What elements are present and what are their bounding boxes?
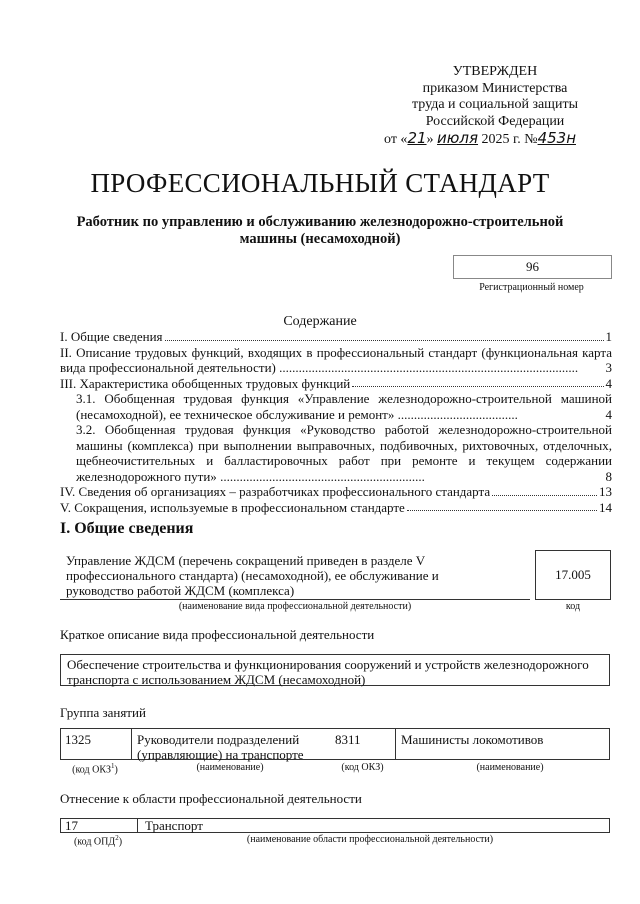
caption-text: (код ОКЗ <box>72 764 112 776</box>
toc-item-text: V. Сокращения, используемые в профессиональном стандарте <box>60 499 405 515</box>
okz-name-caption: (наименование) <box>196 762 264 773</box>
toc-leader <box>352 386 603 387</box>
toc-item-page: 14 <box>599 499 612 515</box>
toc-item-text: 3.1. Обобщенная трудовая функция «Управление железнодорожно-строительной машиной (несамоходной), ее техническое обслуживание и ремонт» <box>76 391 612 422</box>
footnote-mark: 1 <box>111 762 115 770</box>
document-title: ПРОФЕССИОНАЛЬНЫЙ СТАНДАРТ <box>90 168 550 198</box>
okz-name-cell: Руководители подразделений (управляющие) на транспорте <box>137 732 304 762</box>
caption-text: ) <box>114 764 118 776</box>
opd-name-caption: (наименование области профессиональной деятельности) <box>246 834 494 845</box>
toc-item[interactable] <box>60 422 612 484</box>
caption-text: ) <box>118 836 123 848</box>
activity-area-label: Отнесение к области профессиональной деятельности <box>60 791 362 806</box>
okz-code-cell: 1325 <box>65 732 91 747</box>
opd-name-cell: Транспорт <box>145 818 203 833</box>
approval-date <box>380 130 610 149</box>
toc-leader <box>492 495 597 496</box>
activity-kind-caption: (наименование вида профессиональной деятельности) <box>178 601 412 612</box>
toc-item-page: 4 <box>605 375 612 391</box>
toc-item-page: 4 <box>605 406 612 422</box>
handwritten-month: июля <box>437 129 479 147</box>
activity-code-box: 17.005 <box>535 550 611 600</box>
activity-kind-underline <box>60 599 530 600</box>
section-title: I. Общие сведения <box>60 520 194 537</box>
toc-leader: ..................................... <box>397 406 518 422</box>
toc-item[interactable] <box>60 376 612 392</box>
approval-line: УТВЕРЖДЕН <box>452 64 538 79</box>
toc-leader: ............................................................... <box>220 468 425 484</box>
activity-code-caption: код <box>565 601 581 612</box>
caption-text: (код ОПД <box>73 836 116 848</box>
activity-kind-name: Управление ЖДСМ (перечень сокращений приведен в разделе V профессионального стандарта) (несамоходной), ее обслуживание и руководство работой ЖДСМ (комплекса) <box>66 553 439 598</box>
registration-number-box: 96 <box>453 255 612 279</box>
okz-name-cell: Машинисты локомотивов <box>401 732 544 747</box>
toc-item-page: 8 <box>605 468 612 484</box>
approval-line: труда и социальной защиты <box>412 97 578 112</box>
toc-item-page: 13 <box>599 484 612 499</box>
toc-item-text: 3.2. Обобщенная трудовая функция «Руководство работой железнодорожно-строительной машины (комплекса) при выполнении выправочных, подбивочных, рихтовочных, отделочных, щебнеочистительных и балластировочных работ при ремонте и текущем содержании железнодорожного пути» <box>76 422 612 484</box>
toc-item-page: 3 <box>605 360 612 375</box>
registration-caption: Регистрационный номер <box>479 282 584 293</box>
brief-description-box: Обеспечение строительства и функционирования сооружений и устройств железнодорожного транспорта с использованием ЖДСМ (несамоходной) <box>60 654 610 686</box>
toc-item-text: II. Описание трудовых функций, входящих в профессиональный стандарт (функциональная карта вида профессиональной деятельности) <box>60 344 612 375</box>
okz-code-caption <box>60 762 130 775</box>
occupation-group-label: Группа занятий <box>60 705 146 720</box>
approval-block <box>380 64 610 149</box>
handwritten-day: 21 <box>407 129 427 147</box>
toc-item[interactable] <box>60 345 612 376</box>
okz-code-caption: (код ОКЗ) <box>341 762 384 773</box>
toc-leader: ............................................................................................ <box>279 360 579 375</box>
approval-line: приказом Министерства <box>422 80 568 96</box>
date-year: 2025 г. № <box>481 132 538 147</box>
toc-item-text: IV. Сведения об организациях – разработчиках профессионального стандарта <box>60 484 491 499</box>
date-prefix: от « <box>384 132 408 147</box>
table-divider <box>395 729 396 759</box>
toc-item[interactable] <box>60 500 612 516</box>
footnote-mark: 2 <box>115 834 119 842</box>
activity-area-table <box>60 818 610 833</box>
document-subtitle: Работник по управлению и обслуживанию железнодорожно-строительной машины (несамоходной) <box>76 214 564 247</box>
handwritten-number: 453н <box>537 129 576 147</box>
toc-leader <box>165 340 604 341</box>
brief-description-label: Краткое описание вида профессиональной деятельности <box>60 627 375 642</box>
table-divider <box>137 819 138 832</box>
okz-name-caption: (наименование) <box>476 762 544 773</box>
opd-code-cell: 17 <box>65 818 78 833</box>
opd-code-caption <box>60 834 136 847</box>
table-divider <box>131 729 132 759</box>
toc-item[interactable] <box>60 484 612 500</box>
approval-line: Российской Федерации <box>425 113 565 129</box>
occupation-group-table <box>60 728 610 760</box>
date-mid: » <box>426 132 434 147</box>
toc-item-page: 1 <box>605 329 612 344</box>
toc-item[interactable] <box>60 329 612 345</box>
toc-item-text: I. Общие сведения <box>60 329 163 344</box>
table-of-contents <box>60 329 612 515</box>
toc-leader <box>407 510 597 511</box>
toc-item[interactable] <box>60 391 612 422</box>
toc-item-text: III. Характеристика обобщенных трудовых функций <box>60 375 351 391</box>
toc-title: Содержание <box>283 314 357 329</box>
okz-code-cell: 8311 <box>335 732 361 747</box>
